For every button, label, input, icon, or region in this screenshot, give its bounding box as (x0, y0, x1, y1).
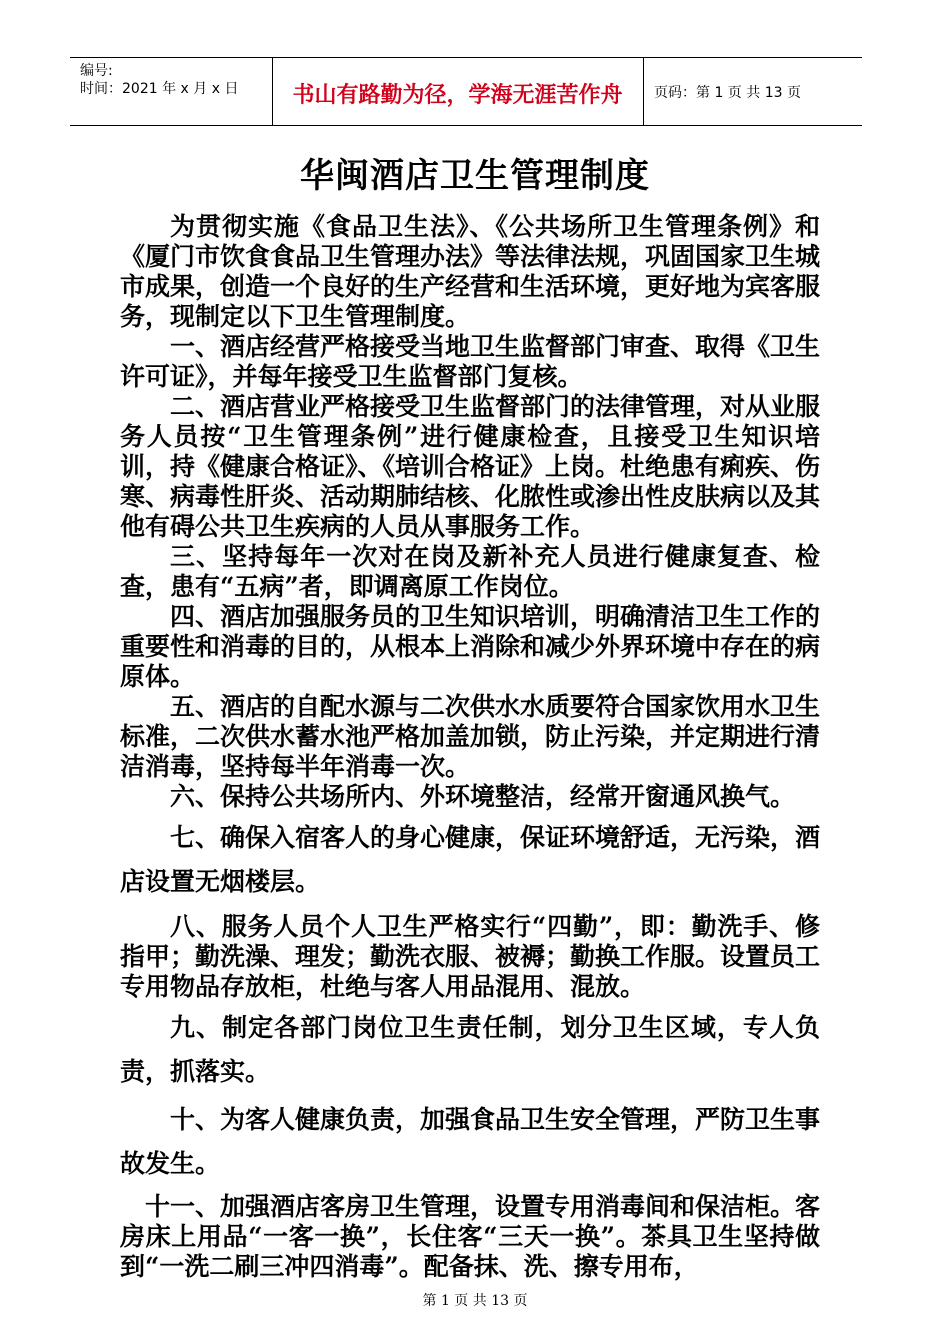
clause-1: 一、酒店经营严格接受当地卫生监督部门审查、取得《卫生许可证》，并每年接受卫生监督部门复核。 (120, 332, 821, 391)
clause-7: 七、确保入宿客人的身心健康，保证环境舒适，无污染，酒店设置无烟楼层。 (120, 823, 821, 896)
header-page-info: 页码：第 1 页 共 13 页 (654, 85, 801, 101)
clause-10: 十、为客人健康负责，加强食品卫生安全管理，严防卫生事故发生。 (120, 1105, 821, 1178)
header-time-label: 时间：2021 年 x 月 x 日 (80, 81, 239, 97)
clause-8: 八、服务人员个人卫生严格实行“四勤”，即：勤洗手、修指甲；勤洗澡、理发；勤洗衣服、被褥；勤换工作服。设置员工专用物品存放柜，杜绝与客人用品混用、混放。 (120, 912, 821, 1001)
document-title: 华闽酒店卫生管理制度 (300, 156, 650, 196)
header-bottom-rule (70, 125, 862, 126)
clause-6: 六、保持公共场所内、外环境整洁，经常开窗通风换气。 (170, 782, 796, 811)
clause-4: 四、酒店加强服务员的卫生知识培训，明确清洁卫生工作的重要性和消毒的目的，从根本上消除和减少外界环境中存在的病原体。 (120, 602, 821, 691)
intro-paragraph: 为贯彻实施《食品卫生法》、《公共场所卫生管理条例》和《厦门市饮食食品卫生管理办法》等法律法规，巩固国家卫生城市成果，创造一个良好的生产经营和生活环境，更好地为宾客服务，现制定以下卫生管理制度。 (120, 212, 821, 331)
header-top-rule (70, 57, 862, 58)
header-divider-right (643, 57, 644, 126)
clause-9: 九、制定各部门岗位卫生责任制，划分卫生区域，专人负责，抓落实。 (120, 1013, 820, 1086)
clause-5: 五、酒店的自配水源与二次供水水质要符合国家饮用水卫生标准，二次供水蓄水池严格加盖加锁，防止污染，并定期进行清洁消毒，坚持每半年消毒一次。 (120, 692, 821, 781)
clause-2: 二、酒店营业严格接受卫生监督部门的法律管理，对从业服务人员按“卫生管理条例”进行健康检查，且接受卫生知识培训，持《健康合格证》、《培训合格证》上岗。杜绝患有痢疾、伤寒、病毒性肝炎、活动期肺结核、化脓性或渗出性皮肤病以及其他有碍公共卫生疾病的人员从事服务工作。 (120, 392, 821, 541)
header-number-label: 编号: (80, 63, 113, 79)
clause-3: 三、坚持每年一次对在岗及新补充人员进行健康复查、检查，患有“五病”者，即调离原工作岗位。 (120, 542, 820, 601)
header-meta (80, 62, 238, 98)
clause-11: 十一、加强酒店客房卫生管理，设置专用消毒间和保洁柜。客房床上用品“一客一换”，长住客“三天一换”。茶具卫生坚持做到“一洗二刷三冲四消毒”。配备抹、洗、擦专用布， (120, 1192, 821, 1281)
document-body (120, 212, 820, 1282)
footer-page-number: 第 1 页 共 13 页 (422, 1293, 528, 1309)
header-motto: 书山有路勤为径，学海无涯苦作舟 (292, 83, 623, 108)
